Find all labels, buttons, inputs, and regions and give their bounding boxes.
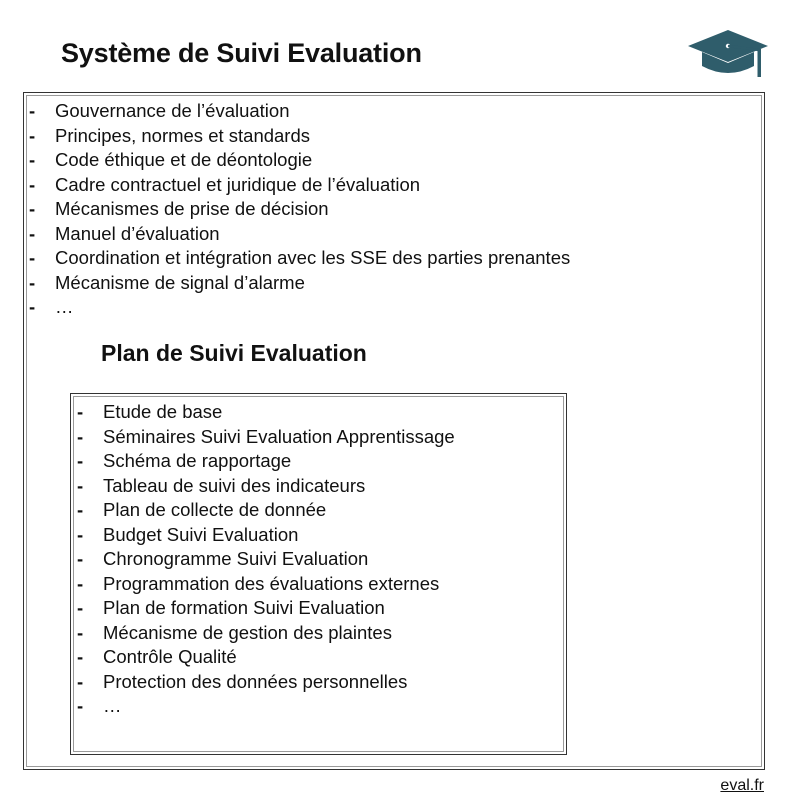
list-item-label: … (103, 695, 122, 716)
list-marker: - (29, 271, 36, 293)
list-item-label: Mécanisme de gestion des plaintes (103, 621, 392, 643)
list-item-label: … (55, 296, 74, 317)
list-item-label: Manuel d’évaluation (55, 222, 220, 244)
list-item-label: Etude de base (103, 401, 223, 422)
website-link[interactable]: eval.fr (720, 777, 764, 794)
plan-components-list (77, 400, 455, 719)
list-item-label: Mécanismes de prise de décision (55, 198, 329, 219)
list-marker: - (77, 572, 84, 594)
list-marker: - (77, 523, 84, 545)
list-marker: - (77, 695, 84, 716)
plan-list-item (77, 449, 455, 474)
list-marker: - (29, 173, 36, 195)
plan-list-item (77, 498, 455, 523)
list-item-label: Séminaires Suivi Evaluation Apprentissage (103, 425, 455, 447)
list-marker: - (29, 149, 36, 170)
list-marker: - (29, 296, 36, 317)
plan-list-item (77, 694, 455, 719)
system-list-item (29, 295, 570, 320)
plan-title: Plan de Suivi Evaluation (101, 340, 367, 366)
list-item-label: Protection des données personnelles (103, 670, 408, 692)
list-marker: - (77, 401, 84, 422)
list-item-label: Cadre contractuel et juridique de l’évaluation (55, 173, 421, 195)
system-list-item (29, 173, 570, 198)
list-item-label: Plan de formation Suivi Evaluation (103, 597, 385, 618)
list-marker: - (29, 222, 36, 244)
system-list-item (29, 246, 570, 271)
system-list-item (29, 197, 570, 222)
list-marker: - (77, 499, 84, 520)
system-list-item (29, 99, 570, 124)
plan-list-item (77, 621, 455, 646)
list-marker: - (77, 597, 84, 618)
plan-list-item (77, 523, 455, 548)
system-list-item (29, 222, 570, 247)
list-item-label: Budget Suivi Evaluation (103, 523, 299, 545)
list-item-label: Gouvernance de l’évaluation (55, 100, 290, 121)
list-marker: - (77, 670, 84, 692)
list-marker: - (29, 198, 36, 219)
list-marker: - (29, 100, 36, 121)
plan-list-item (77, 572, 455, 597)
list-item-label: Mécanisme de signal d’alarme (55, 271, 305, 293)
system-components-list (29, 99, 570, 320)
list-marker: - (77, 548, 84, 569)
plan-list-item (77, 596, 455, 621)
list-item-label: Coordination et intégration avec les SSE des parties prenantes (55, 247, 571, 268)
plan-list-item (77, 547, 455, 572)
list-item-label: Schéma de rapportage (103, 450, 292, 471)
list-item-label: Plan de collecte de donnée (103, 499, 327, 520)
list-marker: - (77, 621, 84, 643)
list-marker: - (29, 247, 36, 268)
system-list-item (29, 271, 570, 296)
plan-list-item (77, 425, 455, 450)
list-item-label: Principes, normes et standards (55, 124, 311, 146)
list-item-label: Programmation des évaluations externes (103, 572, 440, 594)
list-marker: - (77, 450, 84, 471)
list-marker: - (77, 646, 84, 667)
list-marker: - (77, 474, 84, 496)
plan-list-item (77, 474, 455, 499)
list-item-label: Code éthique et de déontologie (55, 149, 313, 170)
list-marker: - (77, 425, 84, 447)
graduation-cap-icon (687, 28, 769, 80)
plan-list-item (77, 400, 455, 425)
list-item-label: Contrôle Qualité (103, 646, 237, 667)
list-item-label: Chronogramme Suivi Evaluation (103, 548, 369, 569)
plan-list-item (77, 645, 455, 670)
plan-list-item (77, 670, 455, 695)
system-list-item (29, 148, 570, 173)
list-marker: - (29, 124, 36, 146)
system-list-item (29, 124, 570, 149)
list-item-label: Tableau de suivi des indicateurs (103, 474, 366, 496)
main-title: Système de Suivi Evaluation (61, 38, 422, 68)
